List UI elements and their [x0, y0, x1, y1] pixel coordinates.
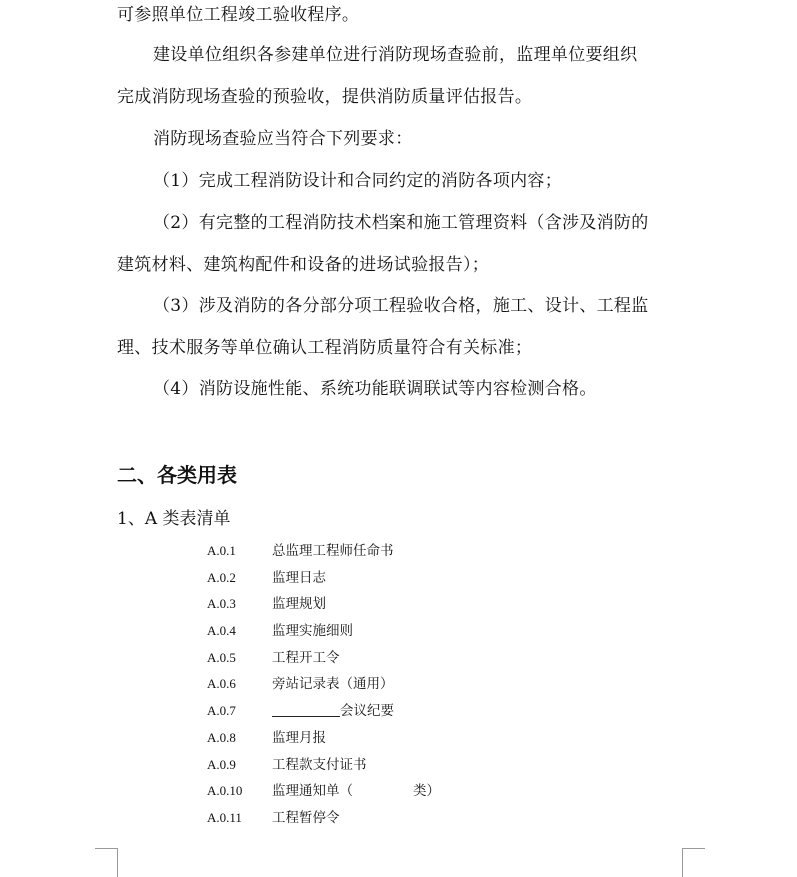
paragraph-line: （4）消防设施性能、系统功能联调联试等内容检测合格。: [153, 379, 597, 399]
section-heading: 二、各类用表: [117, 463, 237, 487]
paragraph-line: 可参照单位工程竣工验收程序。: [117, 5, 360, 25]
form-name: 工程暂停令: [272, 809, 340, 826]
form-code: A.0.11: [207, 809, 242, 825]
list-item: [207, 807, 607, 834]
form-code: A.0.7: [207, 703, 236, 719]
form-code: A.0.9: [207, 756, 236, 772]
paragraph-line: 消防现场查验应当符合下列要求：: [153, 129, 413, 149]
form-name: 旁站记录表（通用）: [272, 676, 394, 693]
form-code: A.0.2: [207, 569, 236, 585]
list-item: [207, 700, 607, 727]
paragraph-line: （1）完成工程消防设计和合同约定的消防各项内容；: [153, 171, 563, 191]
form-name: 工程款支付证书: [272, 756, 367, 773]
page-margin-corner-mark: [682, 848, 705, 877]
form-name: 监理通知单（: [272, 783, 353, 800]
form-code: A.0.10: [207, 783, 243, 799]
paragraph-line: 建设单位组织各参建单位进行消防现场查验前，监理单位要组织: [153, 45, 638, 65]
list-item: [207, 620, 607, 647]
form-name: 监理规划: [272, 596, 326, 613]
paragraph-line: 理、技术服务等单位确认工程消防质量符合有关标准；: [117, 338, 533, 358]
form-code: A.0.6: [207, 676, 236, 692]
form-name: 会议纪要: [340, 703, 394, 720]
fill-in-blank: [272, 702, 340, 717]
list-item: [207, 754, 607, 781]
paragraph-line: （3）涉及消防的各分部分项工程验收合格，施工、设计、工程监: [153, 296, 649, 316]
list-item: [207, 780, 607, 807]
form-code: A.0.5: [207, 649, 236, 665]
paragraph-line: 完成消防现场查验的预验收，提供消防质量评估报告。: [117, 87, 533, 107]
form-name: 总监理工程师任命书: [272, 543, 394, 559]
list-item: [207, 647, 607, 674]
form-code: A.0.3: [207, 596, 236, 612]
form-code: A.0.4: [207, 623, 236, 639]
form-name: 监理日志: [272, 569, 326, 586]
list-item: [207, 567, 607, 594]
form-code: A.0.1: [207, 543, 236, 558]
subsection-heading: 1、A 类表清单: [117, 509, 231, 529]
paragraph-line: 建筑材料、建筑构配件和设备的进场试验报告）；: [117, 255, 490, 275]
page-margin-corner-mark: [95, 848, 118, 877]
paragraph-line: （2）有完整的工程消防技术档案和施工管理资料（含涉及消防的: [153, 213, 649, 233]
list-item: [207, 727, 607, 754]
form-name: 工程开工令: [272, 649, 340, 666]
list-item: [207, 673, 607, 700]
list-item: [207, 593, 607, 620]
form-name: 监理月报: [272, 729, 326, 746]
form-list: [207, 540, 607, 834]
form-code: A.0.8: [207, 729, 236, 745]
form-name-suffix: 类）: [413, 783, 440, 800]
list-item: [207, 540, 607, 567]
form-name: 监理实施细则: [272, 623, 353, 640]
